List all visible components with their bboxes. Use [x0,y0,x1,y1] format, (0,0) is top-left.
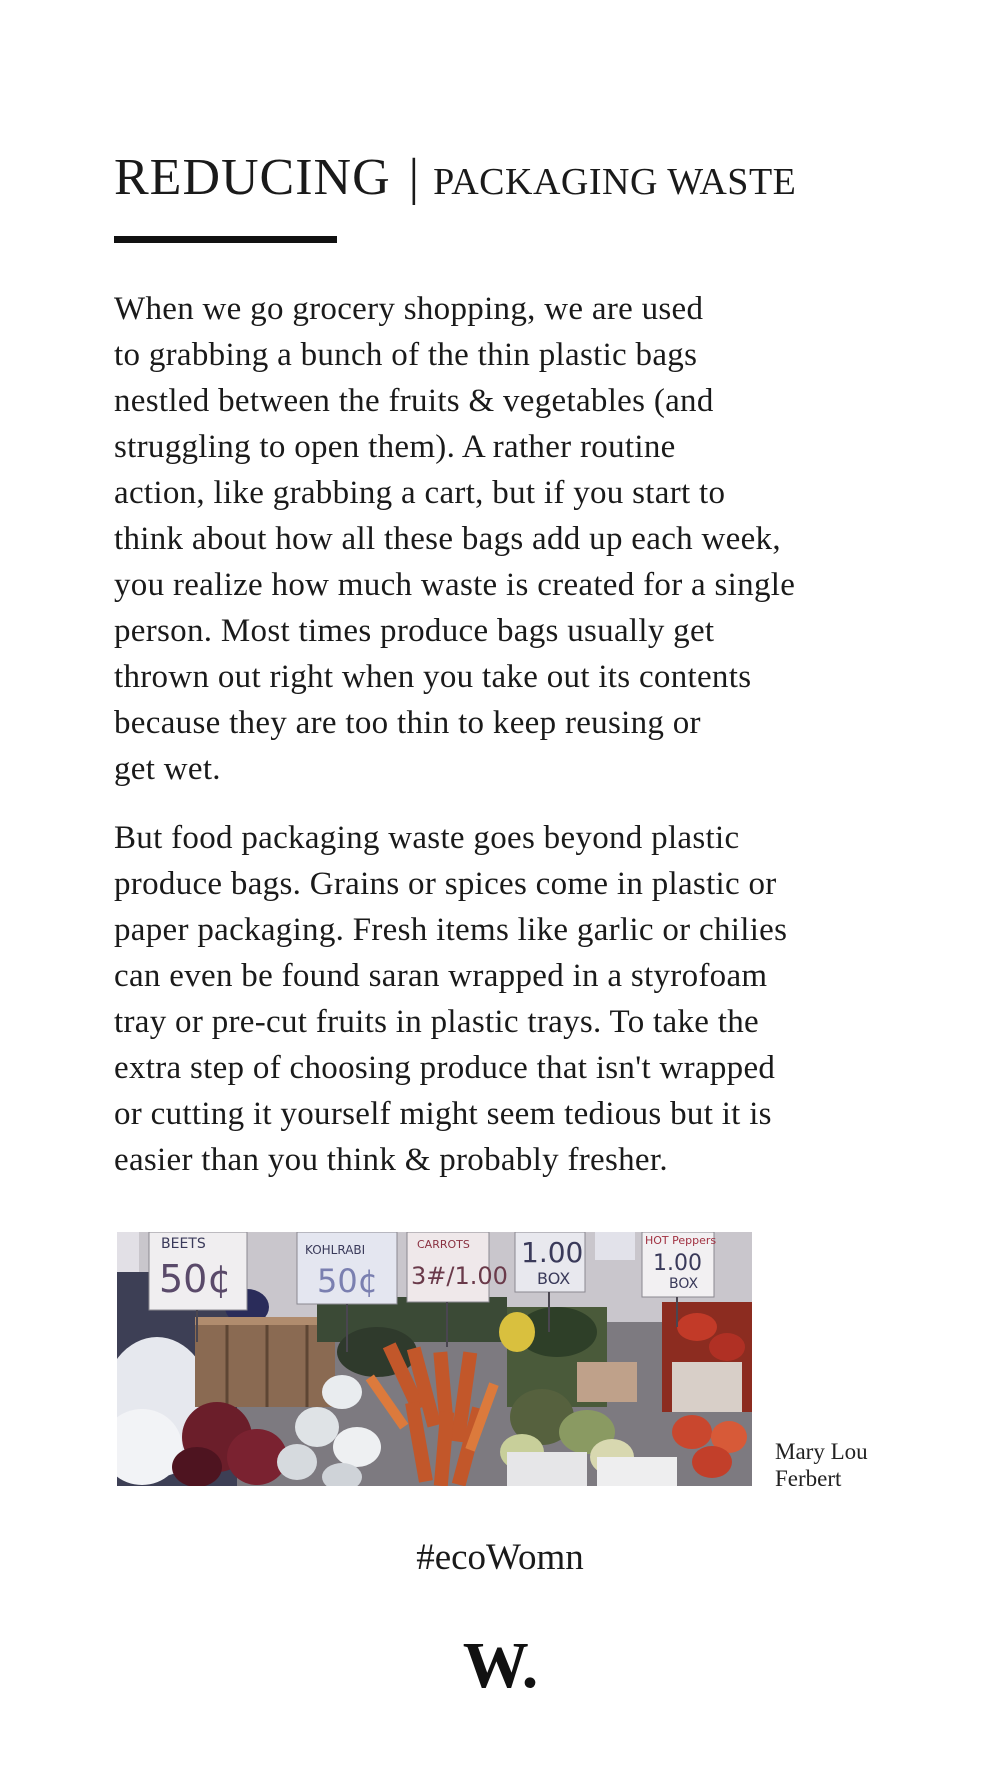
sign-kohlrabi-price: 50¢ [317,1262,379,1300]
title-subtitle: PACKAGING WASTE [433,161,797,203]
sign-beets-price: 50¢ [159,1257,232,1301]
text-line: person. Most times produce bags usually get [114,613,715,649]
sign-kohlrabi: KOHLRABI [305,1243,366,1257]
text-line: tray or pre-cut fruits in plastic trays. To take the [114,1004,759,1040]
brand-logo: W. [462,1629,538,1702]
text-line: get wet. [114,751,221,787]
text-line: easier than you think & probably fresher. [114,1142,668,1178]
sign-carrots: CARROTS [417,1238,470,1251]
text-line: can even be found saran wrapped in a styrofoam [114,958,768,994]
text-line: thrown out right when you take out its contents [114,659,752,695]
sign-beets: BEETS [161,1236,206,1252]
paragraph-2 [114,815,914,1183]
text-line: because they are too thin to keep reusing or [114,705,701,741]
text-line: struggling to open them). A rather routine [114,429,676,465]
market-produce-painting [117,1232,752,1486]
artwork-credit [775,1438,868,1492]
title-underline [114,236,337,243]
sign-box-label-1: BOX [537,1269,571,1288]
title-separator: | [408,149,420,206]
text-line: But food packaging waste goes beyond plastic [114,820,740,856]
text-line: or cutting it yourself might seem tedious but it is [114,1096,772,1132]
paragraph-1 [114,286,914,792]
text-line: extra step of choosing produce that isn't wrapped [114,1050,776,1086]
sign-box-label-2: BOX [669,1276,699,1292]
text-line: action, like grabbing a cart, but if you start to [114,475,726,511]
text-line: produce bags. Grains or spices come in plastic or [114,866,777,902]
artist-name-line-2: Ferbert [775,1466,842,1491]
page-title [114,149,797,206]
artist-name-line-1: Mary Lou [775,1439,868,1464]
title-main: REDUCING [114,149,391,206]
sign-hot-peppers: HOT Peppers [645,1234,717,1247]
hashtag: #ecoWomn [416,1537,584,1578]
sign-box-price-2: 1.00 [653,1251,702,1276]
sign-carrots-price: 3#/1.00 [411,1262,508,1290]
text-line: think about how all these bags add up each week, [114,521,781,557]
text-line: to grabbing a bunch of the thin plastic bags [114,337,698,373]
sign-box-price-1: 1.00 [521,1236,584,1269]
text-line: you realize how much waste is created for a single [114,567,796,603]
text-line: nestled between the fruits & vegetables (and [114,383,714,419]
text-line: paper packaging. Fresh items like garlic or chilies [114,912,788,948]
text-line: When we go grocery shopping, we are used [114,291,704,327]
